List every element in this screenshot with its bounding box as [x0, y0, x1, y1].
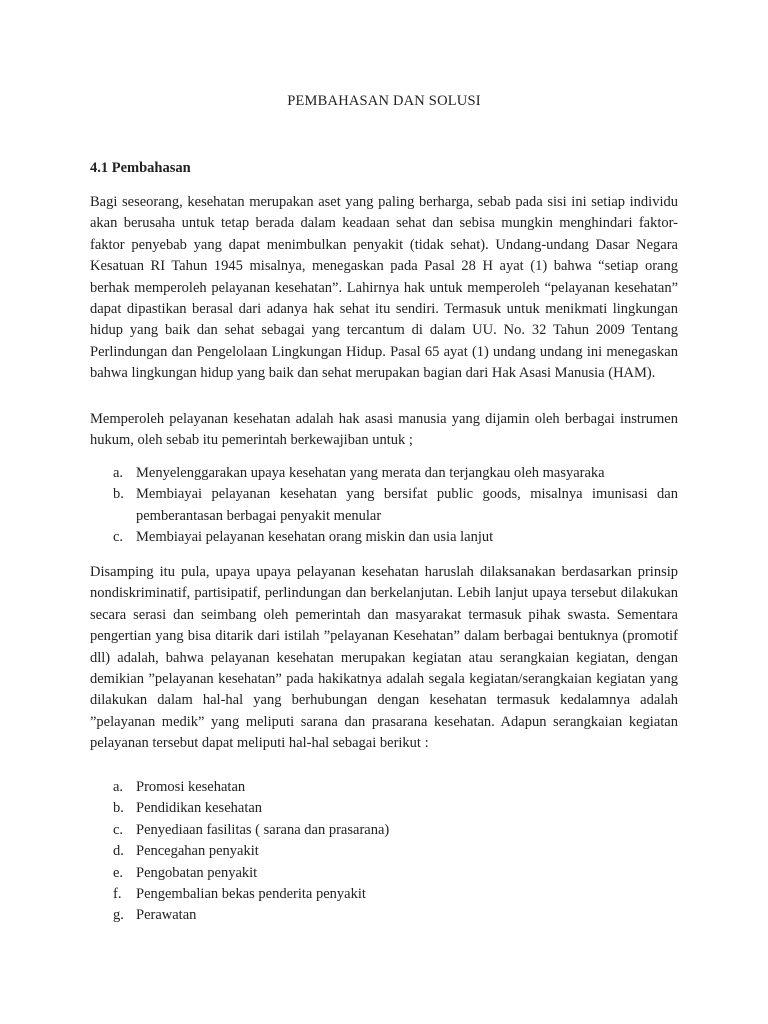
list-item — [90, 841, 678, 862]
list-item — [90, 884, 678, 905]
list-item — [90, 777, 678, 798]
list-marker: a. — [113, 465, 124, 481]
list-item-text: Menyelenggarakan upaya kesehatan yang merata dan terjangkau oleh masyaraka — [136, 465, 605, 481]
list-marker: e. — [113, 864, 124, 881]
list-item-text: Membiayai pelayanan kesehatan orang miskin dan usia lanjut — [136, 529, 494, 546]
paragraph-2: Memperoleh pelayanan kesehatan adalah hak asasi manusia yang dijamin oleh berbagai instrumen hukum, oleh sebab itu pemerintah berkewajiban untuk ; — [90, 411, 678, 449]
list-item — [90, 798, 678, 819]
list-item-text: Promosi kesehatan — [136, 779, 246, 795]
list-marker: d. — [113, 843, 124, 860]
paragraph-3: Disamping itu pula, upaya upaya pelayanan kesehatan haruslah dilaksanakan berdasarkan prinsip nondiskriminatif, partisipatif, perlindungan dan berkelanjutan. Lebih lanjut upaya tersebut dilakukan secara serasi dan seimbang oleh pemerintah dan masyarakat termasuk pihak swasta. Sementara pengertian yang bisa ditarik dari istilah ”pelayanan Kesehatan” dalam berbagai bentuknya (promotif dll) adalah, bahwa pelayanan kesehatan merupakan kegiatan atau serangkaian kegiatan, dengan demikian ”pelayanan kesehatan” pada hakikatnya adalah segala kegiatan/serangkaian kegiatan yang dilakukan dalam hal-hal yang berhubungan dengan kesehatan termasuk kedalamnya adalah ”pelayanan medik” yang meliputi sarana dan prasarana kesehatan. Adapun serangkaian kegiatan pelayanan tersebut dapat meliputi hal-hal sebagai berikut : — [90, 564, 678, 752]
list-item-text: Pencegahan penyakit — [136, 843, 259, 860]
section-heading: 4.1 Pembahasan — [90, 160, 191, 176]
list-item — [90, 905, 678, 926]
list-marker: b. — [113, 486, 124, 503]
list-item — [90, 484, 678, 527]
list-marker: b. — [113, 800, 124, 817]
list-item — [90, 527, 678, 548]
list-item-text: Penyediaan fasilitas ( sarana dan prasarana) — [136, 821, 390, 838]
paragraph-1: Bagi seseorang, kesehatan merupakan aset yang paling berharga, sebab pada sisi ini setiap individu akan berusaha untuk tetap berada dalam keadaan sehat dan sebisa mungkin menghindari faktor-faktor penyebab yang dapat menimbulkan penyakit (tidak sehat). Undang-undang Dasar Negara Kesatuan RI Tahun 1945 misalnya, menegaskan pada Pasal 28 H ayat (1) bahwa “setiap orang berhak memperoleh pelayanan kesehatan”. Lahirnya hak untuk memperoleh “pelayanan kesehatan” dapat dipastikan berasal dari adanya hak sehat itu sendiri. Termasuk untuk menikmati lingkungan hidup yang baik dan sehat sebagai yang tercantum di dalam UU. No. 32 Tahun 2009 Tentang Perlindungan dan Pengelolaan Lingkungan Hidup. Pasal 65 ayat (1) undang undang ini menegaskan bahwa lingkungan hidup yang baik dan sehat merupakan bagian dari Hak Asasi Manusia (HAM). — [90, 194, 678, 382]
list-marker: f. — [113, 886, 122, 903]
list-item-text: Pendidikan kesehatan — [136, 800, 263, 817]
list-marker: g. — [113, 907, 124, 924]
list-item-text: Pengembalian bekas penderita penyakit — [136, 886, 366, 903]
health-activities-list — [90, 777, 678, 927]
list-item-text: Pengobatan penyakit — [136, 864, 258, 881]
list-item — [90, 820, 678, 841]
government-duties-list — [90, 463, 678, 549]
list-marker: c. — [113, 529, 124, 546]
list-marker: c. — [113, 821, 124, 838]
list-item — [90, 463, 678, 484]
list-item-text: Perawatan — [136, 907, 197, 924]
list-item-text: Membiayai pelayanan kesehatan yang bersifat public goods, misalnya imunisasi dan pemberantasan berbagai penyakit menular — [136, 486, 678, 524]
page-title: PEMBAHASAN DAN SOLUSI — [287, 93, 481, 109]
list-marker: a. — [113, 779, 124, 795]
list-item — [90, 863, 678, 884]
